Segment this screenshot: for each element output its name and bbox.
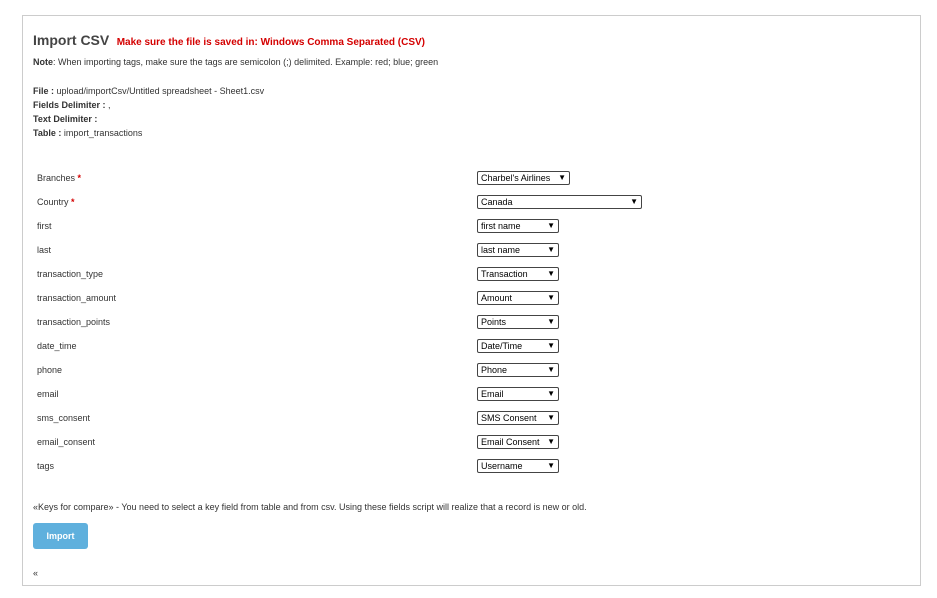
table-label: Table : — [33, 128, 62, 138]
fields-delimiter-info — [33, 100, 111, 110]
tags-select[interactable]: Username ▼ — [477, 459, 559, 473]
fields-delimiter-label: Fields Delimiter : — [33, 100, 106, 110]
email-select[interactable]: Email ▼ — [477, 387, 559, 401]
file-value: upload/importCsv/Untitled spreadsheet - Sheet1.csv — [56, 86, 265, 96]
format-warning: Make sure the file is saved in: Windows Comma Separated (CSV) — [116, 37, 426, 48]
field-label: email_consent — [37, 437, 96, 447]
mapping-row-phone — [37, 363, 897, 379]
note-text: : When importing tags, make sure the tags are semicolon (;) delimited. Example: red; blue; green — [53, 57, 439, 67]
table-value: import_transactions — [63, 128, 143, 138]
file-info — [33, 86, 264, 96]
chevron-down-icon: ▼ — [547, 389, 555, 398]
branches-select[interactable]: Charbel's Airlines ▼ — [477, 171, 570, 185]
mapping-row-branches — [37, 171, 897, 187]
field-label: transaction_points — [37, 317, 111, 327]
chevron-down-icon: ▼ — [547, 365, 555, 374]
keys-for-compare-note: «Keys for compare» - You need to select a key field from table and from csv. Using these fields script will realize that a record is new or old. — [33, 502, 587, 512]
mapping-row-country — [37, 195, 897, 211]
phone-select[interactable]: Phone ▼ — [477, 363, 559, 377]
field-label: transaction_amount — [37, 293, 117, 303]
mapping-row-sms-consent — [37, 411, 897, 427]
required-mark: * — [77, 173, 82, 183]
transaction-type-select[interactable]: Transaction ▼ — [477, 267, 559, 281]
chevron-down-icon: ▼ — [547, 317, 555, 326]
table-info — [33, 128, 142, 138]
tags-note — [33, 57, 438, 67]
mapping-row-transaction-type — [37, 267, 897, 283]
back-link[interactable]: « — [33, 568, 39, 578]
field-label: last — [37, 245, 52, 255]
mapping-row-date-time — [37, 339, 897, 355]
email-consent-select[interactable]: Email Consent ▼ — [477, 435, 559, 449]
file-label: File : — [33, 86, 55, 96]
mapping-row-transaction-amount — [37, 291, 897, 307]
note-label: Note — [33, 57, 53, 67]
fields-delimiter-value: , — [108, 100, 111, 110]
page-title: Import CSV — [33, 32, 110, 48]
chevron-down-icon: ▼ — [547, 413, 555, 422]
field-label: Branches * — [37, 173, 82, 183]
field-label: tags — [37, 461, 55, 471]
mapping-row-first — [37, 219, 897, 235]
title-row — [33, 32, 425, 50]
mapping-row-email-consent — [37, 435, 897, 451]
mapping-row-transaction-points — [37, 315, 897, 331]
field-label: phone — [37, 365, 63, 375]
field-label: sms_consent — [37, 413, 91, 423]
import-button[interactable]: Import — [33, 523, 88, 549]
field-label: transaction_type — [37, 269, 104, 279]
transaction-amount-select[interactable]: Amount ▼ — [477, 291, 559, 305]
required-mark: * — [71, 197, 75, 207]
first-select[interactable]: first name ▼ — [477, 219, 559, 233]
transaction-points-select[interactable]: Points ▼ — [477, 315, 559, 329]
mapping-row-last — [37, 243, 897, 259]
text-delimiter-label: Text Delimiter : — [33, 114, 98, 124]
field-label: first — [37, 221, 52, 231]
text-delimiter-info — [33, 114, 97, 124]
field-label: email — [37, 389, 59, 399]
mapping-row-email — [37, 387, 897, 403]
import-csv-panel — [22, 15, 921, 586]
sms-consent-select[interactable]: SMS Consent ▼ — [477, 411, 559, 425]
chevron-down-icon: ▼ — [630, 197, 638, 206]
field-label: Country * — [37, 197, 75, 207]
chevron-down-icon: ▼ — [547, 245, 555, 254]
chevron-down-icon: ▼ — [547, 269, 555, 278]
chevron-down-icon: ▼ — [558, 173, 566, 182]
country-select[interactable]: Canada ▼ — [477, 195, 642, 209]
chevron-down-icon: ▼ — [547, 341, 555, 350]
chevron-down-icon: ▼ — [547, 461, 555, 470]
field-label: date_time — [37, 341, 77, 351]
chevron-down-icon: ▼ — [547, 437, 555, 446]
last-select[interactable]: last name ▼ — [477, 243, 559, 257]
chevron-down-icon: ▼ — [547, 293, 555, 302]
mapping-row-tags — [37, 459, 897, 475]
date-time-select[interactable]: Date/Time ▼ — [477, 339, 559, 353]
chevron-down-icon: ▼ — [547, 221, 555, 230]
